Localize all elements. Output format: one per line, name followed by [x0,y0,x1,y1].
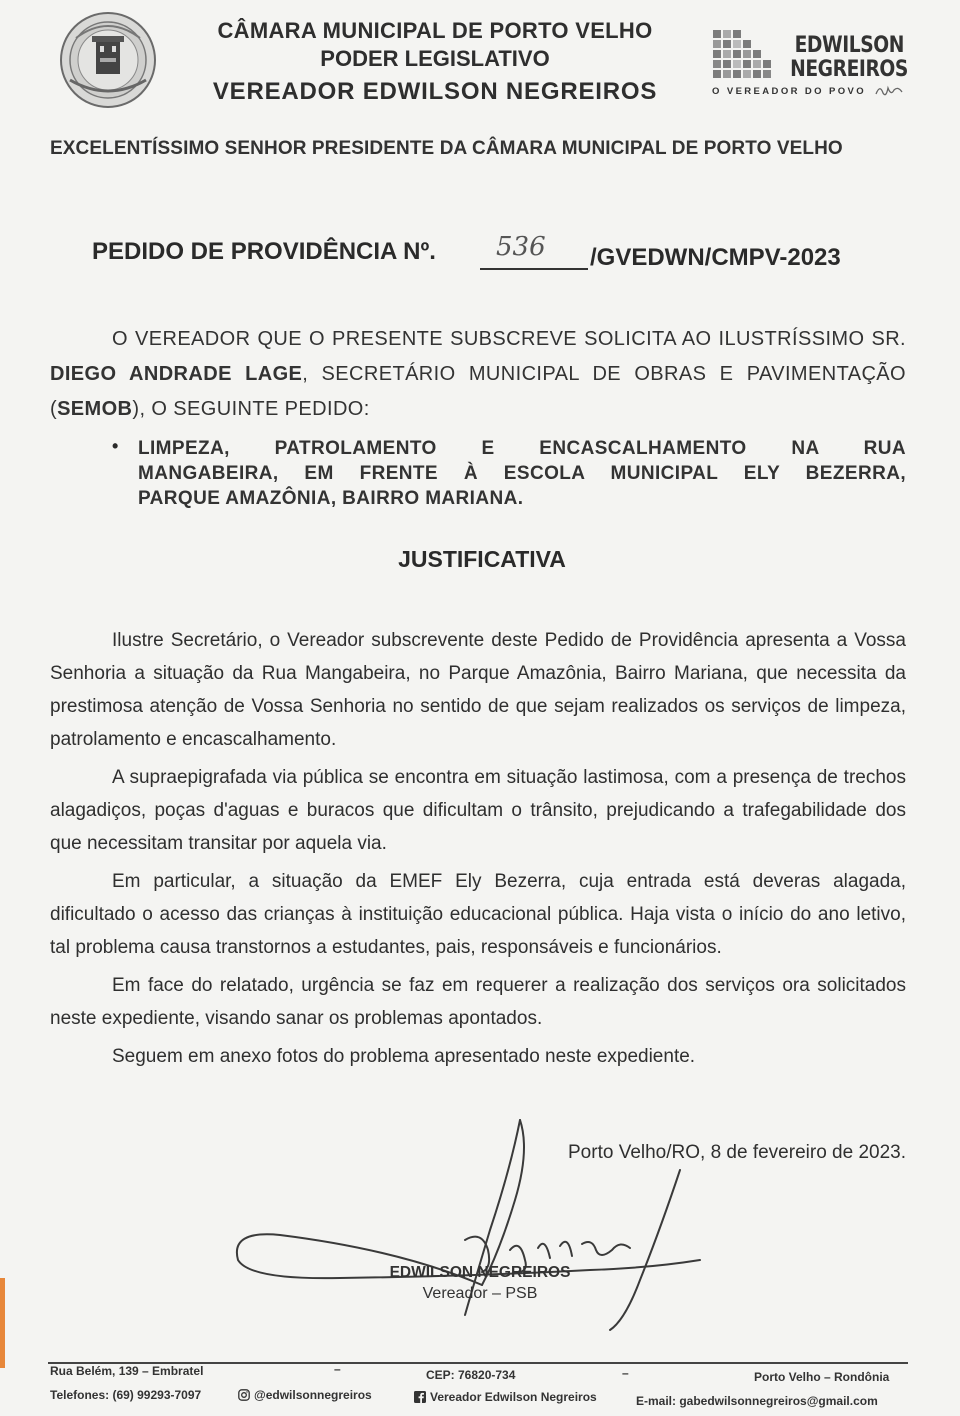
footer-cep: CEP: 76820-734 [426,1368,516,1382]
paragraph-1: Ilustre Secretário, o Vereador subscrevente deste Pedido de Providência apresenta a Vossa Senhoria a situação da Rua Mangabeira, no Parque Amazônia, Bairro Mariana, que necessita da prestimosa atenção de Vossa Senhoria no sentido de que sejam realizados os serviços de limpeza, patrolamento e encascalhamento. [50,630,906,750]
request-item-line3: PARQUE AMAZÔNIA, BAIRRO MARIANA. [138,488,524,509]
bullet-icon: • [112,436,119,456]
footer-separator: – [334,1362,341,1376]
paragraph-2: A supraepigrafada via pública se encontra em situação lastimosa, com a presença de trechos alagadiços, poças d'aguas e buracos que dificultam o trânsito, prejudicando a trafegabilidade dos que necessitam transitar por aquela via. [50,767,906,854]
addressee: EXCELENTÍSSIMO SENHOR PRESIDENTE DA CÂMARA MUNICIPAL DE PORTO VELHO [50,138,843,159]
header-councilor: VEREADOR EDWILSON NEGREIROS [212,78,658,105]
footer-separator: – [622,1366,629,1380]
logo-tagline: O VEREADOR DO POVO [712,86,867,97]
instagram-icon [238,1389,250,1401]
paragraph-3: Em particular, a situação da EMEF Ely Bezerra, cuja entrada está deveras alagada, dificultado o acesso das crianças à instituição educacional pública. Haja vista o início do ano letivo, tal problema causa transtornos a estudantes, pais, responsáveis e funcionários. [50,871,906,958]
chamber-seal-icon [56,10,160,110]
footer-phone: Telefones: (69) 99293-7097 [50,1388,202,1402]
logo-grid-icon [713,30,777,86]
request-item-line2: MANGABEIRA, EM FRENTE À ESCOLA MUNICIPAL ELY BEZERRA, [138,463,906,484]
number-underline [480,268,588,270]
intro-paragraph [50,322,906,427]
footer-email: E-mail: gabedwilsonnegreiros@gmail.com [636,1394,878,1408]
signatory-role: Vereador – PSB [422,1285,538,1302]
secretary-name: DIEGO ANDRADE LAGE [50,363,303,385]
facebook-icon [414,1391,426,1403]
facebook-page: Vereador Edwilson Negreiros [430,1390,597,1404]
footer-address: Rua Belém, 139 – Embratel [50,1364,204,1378]
header-legislative: PODER LEGISLATIVO [320,46,550,71]
logo-name-line1: EDWILSON [794,33,904,58]
paragraph-5: Seguem em anexo fotos do problema apresentado neste expediente. [112,1046,696,1067]
footer-city: Porto Velho – Rondônia [754,1370,890,1384]
paragraph-4: Em face do relatado, urgência se faz em requerer a realização dos serviços ora solicitados neste expediente, visando sanar os problemas apontados. [50,975,906,1029]
logo-signature-icon [874,82,904,100]
place-and-date: Porto Velho/RO, 8 de fevereiro de 2023. [568,1142,906,1163]
page-edge-artifact [0,1278,5,1368]
header-chamber-name: CÂMARA MUNICIPAL DE PORTO VELHO [217,18,653,43]
instagram-handle: @edwilsonnegreiros [254,1388,372,1402]
justification-heading: JUSTIFICATIVA [398,546,566,572]
agency-acronym: SEMOB [57,398,133,420]
handwritten-signature [220,1110,740,1340]
intro-part3: ), O SEGUINTE PEDIDO: [132,398,370,420]
intro-part1: O VEREADOR QUE O PRESENTE SUBSCREVE SOLICITA AO ILUSTRÍSSIMO SR. [112,328,906,350]
request-title-prefix: PEDIDO DE PROVIDÊNCIA Nº. [92,238,436,265]
intro-part2: , SECRETÁRIO MUNICIPAL DE OBRAS E PAVIMENTAÇÃO ( [50,363,906,420]
signatory-name: EDWILSON NEGREIROS [389,1264,571,1281]
logo-name-line2: NEGREIROS [790,57,908,82]
footer-facebook [414,1390,597,1404]
request-item-line1: LIMPEZA, PATROLAMENTO E ENCASCALHAMENTO NA RUA [138,438,906,459]
justification-body [50,624,906,1078]
logo-name [790,33,908,82]
footer-instagram [238,1388,372,1402]
request-item [138,436,906,511]
request-number-handwritten: 536 [496,232,546,262]
request-title-suffix: /GVEDWN/CMPV-2023 [590,244,841,271]
